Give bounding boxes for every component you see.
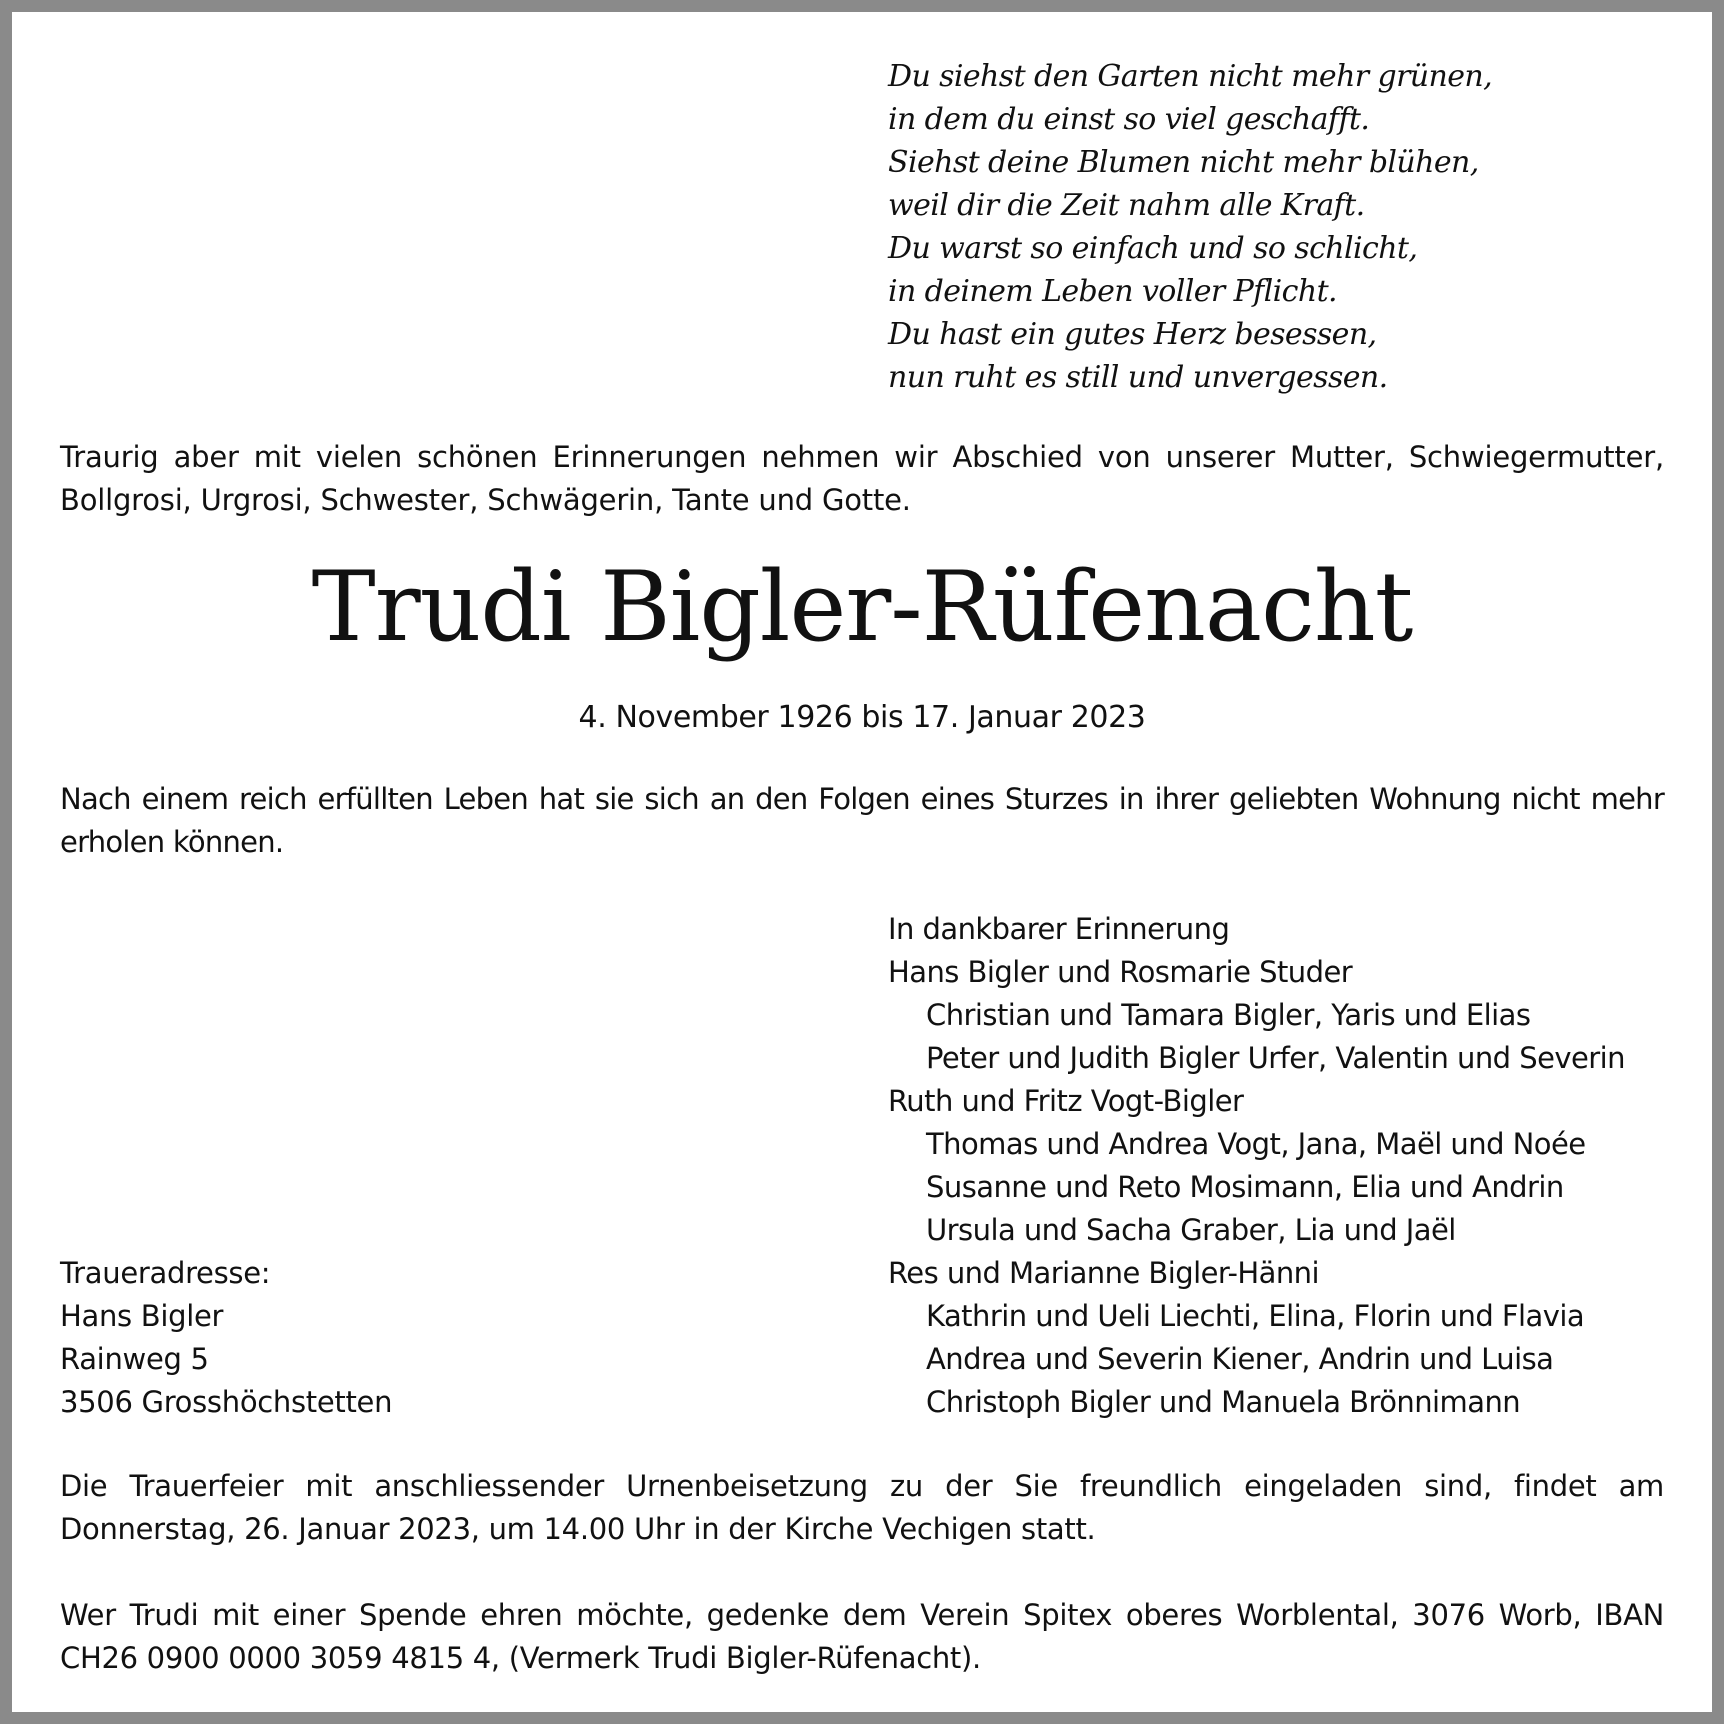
obituary-notice: [12, 12, 1712, 1712]
poem-line: Siehst deine Blumen nicht mehr blühen,: [888, 145, 1479, 180]
family-group-head: Res und Marianne Bigler-Hänni: [888, 1256, 1320, 1290]
family-member: Andrea und Severin Kiener, Andrin und Luisa: [926, 1342, 1554, 1376]
deceased-name: Trudi Bigler-Rüfenacht: [311, 551, 1413, 663]
life-paragraph: Nach einem reich erfüllten Leben hat sie sich an den Folgen eines Sturzes in ihrer geliebten Wohnung nicht mehr erholen können.: [60, 782, 1664, 859]
life-dates: 4. November 1926 bis 17. Januar 2023: [578, 700, 1146, 735]
family-member: Peter und Judith Bigler Urfer, Valentin und Severin: [926, 1041, 1625, 1075]
family-member: Susanne und Reto Mosimann, Elia und Andrin: [926, 1170, 1564, 1204]
family-member: Christoph Bigler und Manuela Brönnimann: [926, 1385, 1521, 1419]
family-member: Thomas und Andrea Vogt, Jana, Maël und Noée: [926, 1127, 1586, 1161]
family-member: Kathrin und Ueli Liechti, Elina, Florin und Flavia: [926, 1299, 1585, 1333]
family-list: [888, 908, 1625, 1424]
family-group-head: Hans Bigler und Rosmarie Studer: [888, 955, 1353, 989]
donation-paragraph: Wer Trudi mit einer Spende ehren möchte, gedenke dem Verein Spitex oberes Worblental, 3076 Worb, IBAN CH26 0900 0000 3059 4815 4, (Vermerk Trudi Bigler-Rüfenacht).: [60, 1598, 1664, 1675]
poem-line: weil dir die Zeit nahm alle Kraft.: [888, 188, 1365, 223]
poem-line: Du hast ein gutes Herz besessen,: [888, 317, 1377, 352]
address-name: Hans Bigler: [60, 1299, 224, 1333]
poem-line: nun ruht es still und unvergessen.: [888, 360, 1388, 395]
poem-line: in dem du einst so viel geschafft.: [888, 102, 1370, 137]
family-member: Christian und Tamara Bigler, Yaris und Elias: [926, 998, 1531, 1032]
ceremony-paragraph: Die Trauerfeier mit anschliessender Urnenbeisetzung zu der Sie freundlich eingeladen sind, findet am Donnerstag, 26. Januar 2023, um 14.00 Uhr in der Kirche Vechigen statt.: [60, 1469, 1664, 1546]
family-group-head: Ruth und Fritz Vogt-Bigler: [888, 1084, 1244, 1118]
address-city: 3506 Grosshöchstetten: [60, 1385, 393, 1419]
address-label: Traueradresse:: [60, 1256, 271, 1290]
mourning-address: [60, 1252, 392, 1424]
poem-line: Du siehst den Garten nicht mehr grünen,: [888, 59, 1493, 94]
poem-line: in deinem Leben voller Pflicht.: [888, 274, 1337, 309]
family-heading: In dankbarer Erinnerung: [888, 912, 1230, 946]
address-street: Rainweg 5: [60, 1342, 209, 1376]
intro-paragraph: Traurig aber mit vielen schönen Erinnerungen nehmen wir Abschied von unserer Mutter, Schwiegermutter, Bollgrosi, Urgrosi, Schwester, Schwägerin, Tante und Gotte.: [60, 440, 1664, 517]
family-member: Ursula und Sacha Graber, Lia und Jaël: [926, 1213, 1456, 1247]
poem-line: Du warst so einfach und so schlicht,: [888, 231, 1418, 266]
memorial-poem: [888, 55, 1492, 399]
